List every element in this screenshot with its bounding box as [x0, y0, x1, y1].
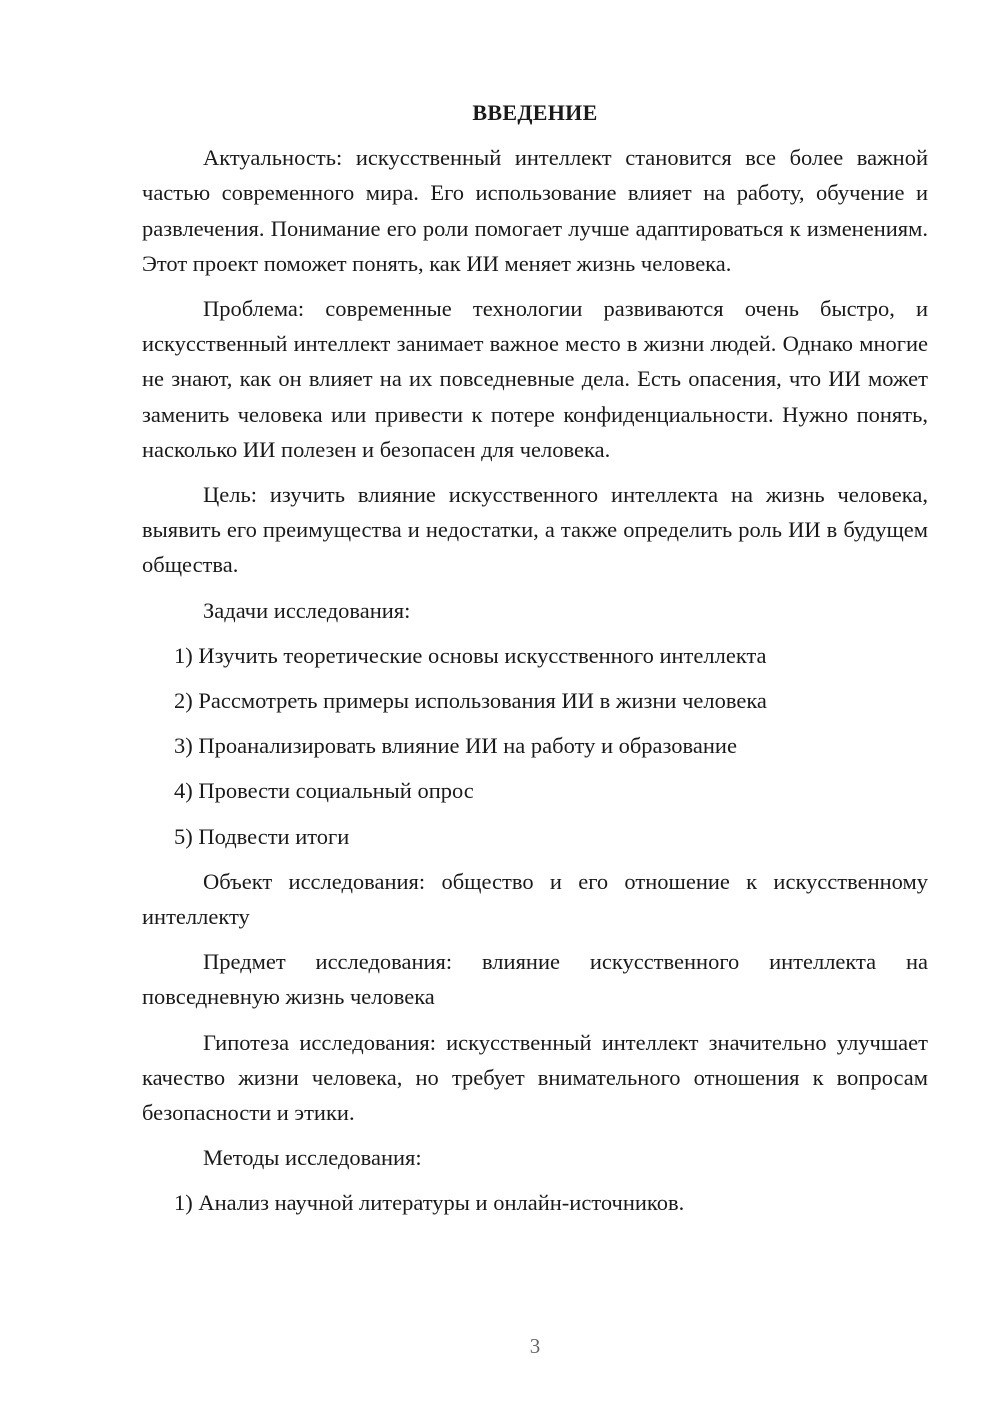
relevance-paragraph: Актуальность: искусственный интеллект становится все более важной частью современного мира. Его использование влияет на работу, обучение и развлечения. Понимание его роли помогает лучше адаптироваться к изменениям. Этот проект поможет понять, как ИИ меняет жизнь человека.	[142, 145, 928, 276]
hypothesis-paragraph: Гипотеза исследования: искусственный интеллект значительно улучшает качество жизни человека, но требует внимательного отношения к вопросам безопасности и этики.	[142, 1029, 928, 1126]
tasks-list	[142, 638, 928, 854]
task-item-1: 1) Изучить теоретические основы искусственного интеллекта	[174, 642, 767, 668]
goal-paragraph: Цель: изучить влияние искусственного интеллекта на жизнь человека, выявить его преимущества и недостатки, а также определить роль ИИ в будущем общества.	[142, 482, 928, 578]
subject-paragraph: Предмет исследования: влияние искусственного интеллекта на повседневную жизнь человека	[142, 949, 928, 1010]
task-item-3: 3) Проанализировать влияние ИИ на работу и образование	[174, 733, 737, 759]
task-item-4: 4) Провести социальный опрос	[174, 778, 474, 804]
page-number: 3	[529, 1334, 541, 1358]
tasks-heading: Задачи исследования:	[203, 597, 411, 623]
method-item-1: 1) Анализ научной литературы и онлайн-источников.	[174, 1190, 685, 1216]
problem-paragraph: Проблема: современные технологии развиваются очень быстро, и искусственный интеллект занимает важное место в жизни людей. Однако многие не знают, как он влияет на их повседневные дела. Есть опасения, что ИИ может заменить человека или привести к потере конфиденциальности. Нужно понять, насколько ИИ полезен и безопасен для человека.	[142, 296, 928, 462]
document-page	[142, 95, 928, 1231]
object-paragraph: Объект исследования: общество и его отношение к искусственному интеллекту	[142, 868, 928, 930]
task-item-5: 5) Подвести итоги	[174, 823, 350, 849]
section-title: ВВЕДЕНИЕ	[472, 100, 598, 125]
task-item-2: 2) Рассмотреть примеры использования ИИ в жизни человека	[174, 688, 767, 714]
methods-list	[142, 1185, 928, 1220]
methods-heading: Методы исследования:	[203, 1145, 422, 1171]
